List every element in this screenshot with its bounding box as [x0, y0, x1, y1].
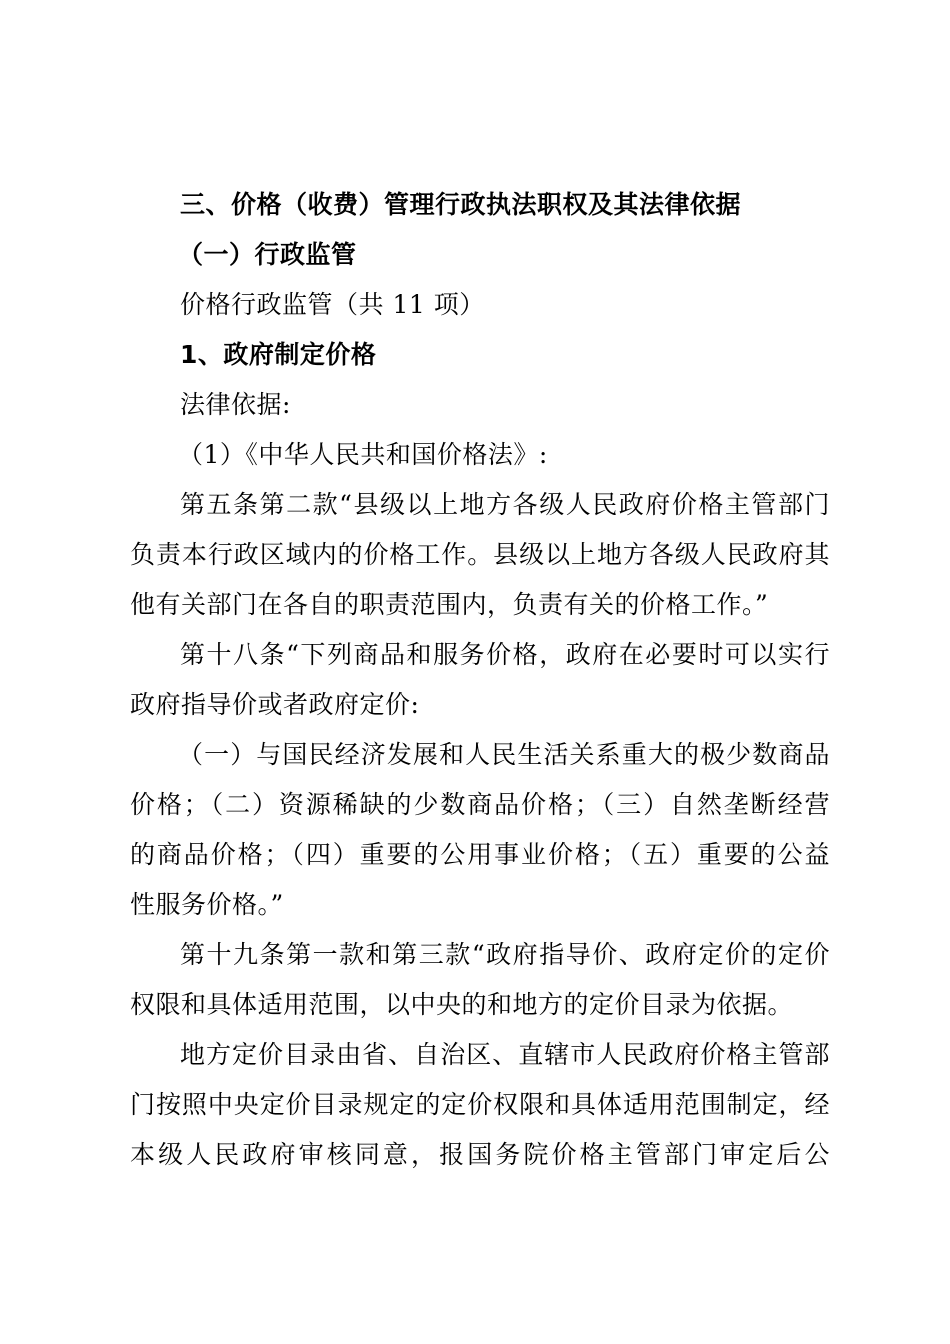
legal-basis-label: 法律依据: — [180, 390, 291, 419]
item-title: 1、政府制定价格 — [180, 340, 377, 369]
section-heading: 三、价格（收费）管理行政执法职权及其法律依据 — [180, 190, 742, 219]
paragraph-line: 性服务价格。” — [130, 890, 284, 919]
paragraph-line: 他有关部门在各自的职责范围内，负责有关的价格工作。” — [130, 590, 769, 619]
paragraph-line: 权限和具体适用范围，以中央的和地方的定价目录为依据。 — [130, 990, 794, 1019]
paragraph-line: 的商品价格；（四）重要的公用事业价格；（五）重要的公益 — [130, 840, 830, 869]
paragraph-line: 门按照中央定价目录规定的定价权限和具体适用范围制定，经 — [130, 1090, 830, 1119]
law-title: （1）《中华人民共和国价格法》: — [178, 440, 548, 469]
paragraph-line: （一）与国民经济发展和人民生活关系重大的极少数商品 — [178, 740, 830, 769]
paragraph-line: 本级人民政府审核同意，报国务院价格主管部门审定后公 — [130, 1140, 830, 1169]
paragraph-line: 第十九条第一款和第三款“政府指导价、政府定价的定价 — [180, 940, 830, 969]
paragraph-line: 负责本行政区域内的价格工作。县级以上地方各级人民政府其 — [130, 540, 830, 569]
paragraph-line: 价格；（二）资源稀缺的少数商品价格；（三）自然垄断经营 — [130, 790, 830, 819]
paragraph-line: 第五条第二款“县级以上地方各级人民政府价格主管部门 — [180, 490, 830, 519]
paragraph-line: 政府指导价或者政府定价: — [130, 690, 420, 719]
paragraph-line: 地方定价目录由省、自治区、直辖市人民政府价格主管部 — [180, 1040, 830, 1069]
summary-line: 价格行政监管（共 11 项） — [180, 290, 485, 319]
subsection-heading: （一）行政监管 — [178, 240, 357, 269]
paragraph-line: 第十八条“下列商品和服务价格，政府在必要时可以实行 — [180, 640, 830, 669]
